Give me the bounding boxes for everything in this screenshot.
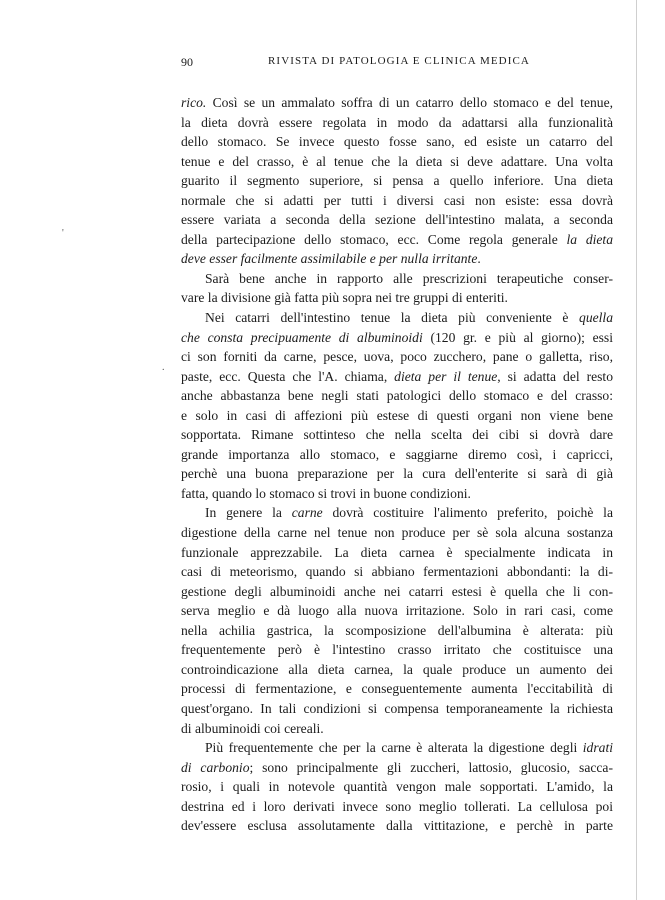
italic-text: rico. xyxy=(181,95,207,110)
text-segment: rosio, i quali in notevole quantità vengon male sopportati. L'amido, la xyxy=(181,779,613,795)
text-line xyxy=(181,582,613,602)
text-segment: normale che si adatti per tutti i diversi casi non esiste: essa dovrà xyxy=(181,192,613,208)
page-edge-line xyxy=(636,0,637,900)
text-line xyxy=(181,347,613,367)
text-line xyxy=(181,464,613,484)
text-line xyxy=(181,191,613,211)
text-segment: perchè una buona preparazione per la cura dell'enterite si sarà di già xyxy=(181,466,613,482)
text-segment: grande importanza allo stomaco, e saggiarne diremo così, i capricci, xyxy=(181,446,613,462)
text-line xyxy=(181,660,613,680)
italic-text: dieta per il tenue xyxy=(394,368,498,384)
text-line xyxy=(181,699,613,719)
text-segment: destrina ed i loro derivati invece sono meglio tollerati. La cellulosa poi xyxy=(181,798,613,814)
text-segment: guarito il segmento superiore, si pensa a quello inferiore. Una dieta xyxy=(181,173,613,189)
text-segment: Più frequentemente che per la carne è alterata la digestione degli xyxy=(205,740,583,756)
text-line xyxy=(181,758,613,778)
italic-text: che consta precipuamente di albuminoidi xyxy=(181,329,423,345)
text-segment: tenue e del crasso, è al tenue che la dieta si deve adattare. Una volta xyxy=(181,153,613,169)
text-segment: . xyxy=(477,251,481,267)
text-line xyxy=(181,152,613,172)
text-line xyxy=(181,797,613,817)
margin-mark: . xyxy=(162,362,165,373)
text-line xyxy=(181,816,613,836)
text-line xyxy=(181,308,613,328)
text-segment: Nei catarri dell'intestino tenue la dieta più conveniente è xyxy=(205,310,580,326)
margin-mark: ' xyxy=(62,228,64,239)
text-segment: casi di meteorismo, quando si abbiano fermentazioni abbondanti: la di- xyxy=(181,564,613,580)
italic-text: idrati xyxy=(582,740,613,756)
text-segment: (120 gr. e più al giorno); essi xyxy=(422,329,613,345)
text-line xyxy=(181,523,613,543)
text-line xyxy=(181,93,613,113)
text-segment: , si adatta del resto xyxy=(497,368,614,384)
text-segment: funzionale apprezzabile. La dieta carnea è specialmente indicata in xyxy=(181,544,613,560)
text-line xyxy=(181,484,613,504)
text-segment: anche abbastanza bene negli stati patologici dello stomaco e del crasso: xyxy=(181,388,613,404)
text-line xyxy=(181,738,613,758)
text-line xyxy=(181,113,613,133)
italic-text: carne xyxy=(291,505,323,521)
text-segment: fatta, quando lo stomaco si trovi in buone condizioni. xyxy=(181,485,471,501)
italic-text: di carbonio xyxy=(181,759,250,775)
text-segment: essere variata a seconda della sezione dell'intestino malata, a seconda xyxy=(181,212,613,228)
text-segment: frequentemente però è l'intestino crasso irritato che costituisce una xyxy=(181,642,613,658)
text-line xyxy=(181,249,613,269)
journal-title: RIVISTA DI PATOLOGIA E CLINICA MEDICA xyxy=(268,55,530,67)
text-line xyxy=(181,719,613,739)
text-segment: controindicazione alla dieta carnea, la quale produce un aumento dei xyxy=(181,661,613,677)
text-segment: nella achilia gastrica, la scomposizione dell'albumina è alterata: più xyxy=(181,622,613,638)
text-line xyxy=(181,777,613,797)
text-line xyxy=(181,328,613,348)
page-number: 90 xyxy=(181,55,193,69)
italic-text: quella xyxy=(579,310,613,326)
text-segment: Così se un ammalato soffra di un catarro dello stomaco e del tenue, xyxy=(206,95,613,110)
text-segment: e solo in casi di affezioni più estese di questi organi non viene bene xyxy=(181,407,613,423)
text-line xyxy=(181,269,613,289)
text-segment: vare la divisione già fatta più sopra nei tre gruppi di enteriti. xyxy=(181,290,508,306)
text-line xyxy=(181,406,613,426)
text-line xyxy=(181,543,613,563)
text-segment: ; sono principalmente gli zuccheri, lattosio, glucosio, sacca- xyxy=(249,759,613,775)
text-line xyxy=(181,210,613,230)
text-line xyxy=(181,230,613,250)
text-segment: gestione degli albuminoidi anche nei catarri estesi è quella che li con- xyxy=(181,583,613,599)
text-segment: dovrà costituire l'alimento preferito, poichè la xyxy=(322,505,613,521)
text-line xyxy=(181,367,613,387)
text-segment: della partecipazione dello stomaco, ecc. Come regola generale xyxy=(181,231,567,247)
body-text xyxy=(181,93,613,836)
text-line xyxy=(181,171,613,191)
text-segment: Sarà bene anche in rapporto alle prescrizioni terapeutiche conser- xyxy=(205,270,613,286)
italic-text: deve esser facilmente assimilabile e per nulla irritante xyxy=(181,251,478,267)
text-line xyxy=(181,288,613,308)
text-segment: quest'organo. In tali condizioni si compensa temporaneamente la richiesta xyxy=(181,700,613,716)
text-line xyxy=(181,562,613,582)
text-segment: dello stomaco. Se invece questo fosse sano, ed esiste un catarro del xyxy=(181,134,613,150)
text-line xyxy=(181,679,613,699)
text-segment: serva meglio e dà luogo alla nuova irritazione. Solo in rari casi, come xyxy=(181,603,613,619)
text-segment: la dieta dovrà essere regolata in modo da adattarsi alla funzionalità xyxy=(181,114,613,130)
text-segment: dev'essere esclusa assolutamente dalla vittitazione, e perchè in parte xyxy=(181,818,613,834)
text-segment: di albuminoidi coi cereali. xyxy=(181,720,324,736)
text-segment: processi di fermentazione, e conseguentemente aumenta l'eccitabilità di xyxy=(181,681,613,697)
text-segment: paste, ecc. Questa che l'A. chiama, xyxy=(181,368,395,384)
text-line xyxy=(181,132,613,152)
text-segment: In genere la xyxy=(205,505,292,521)
text-line xyxy=(181,425,613,445)
text-segment: sopportata. Rimane sottinteso che nella scelta dei cibi si dovrà dare xyxy=(181,427,613,443)
text-line xyxy=(181,503,613,523)
text-line xyxy=(181,621,613,641)
italic-text: la dieta xyxy=(566,231,614,247)
text-line xyxy=(181,386,613,406)
text-line xyxy=(181,445,613,465)
text-segment: digestione della carne nel tenue non produce per sè sola alcuna sostanza xyxy=(181,525,613,541)
text-segment: ci son forniti da carne, pesce, uova, poco zucchero, pane o galletta, riso, xyxy=(181,349,613,365)
text-line xyxy=(181,601,613,621)
text-line xyxy=(181,640,613,660)
